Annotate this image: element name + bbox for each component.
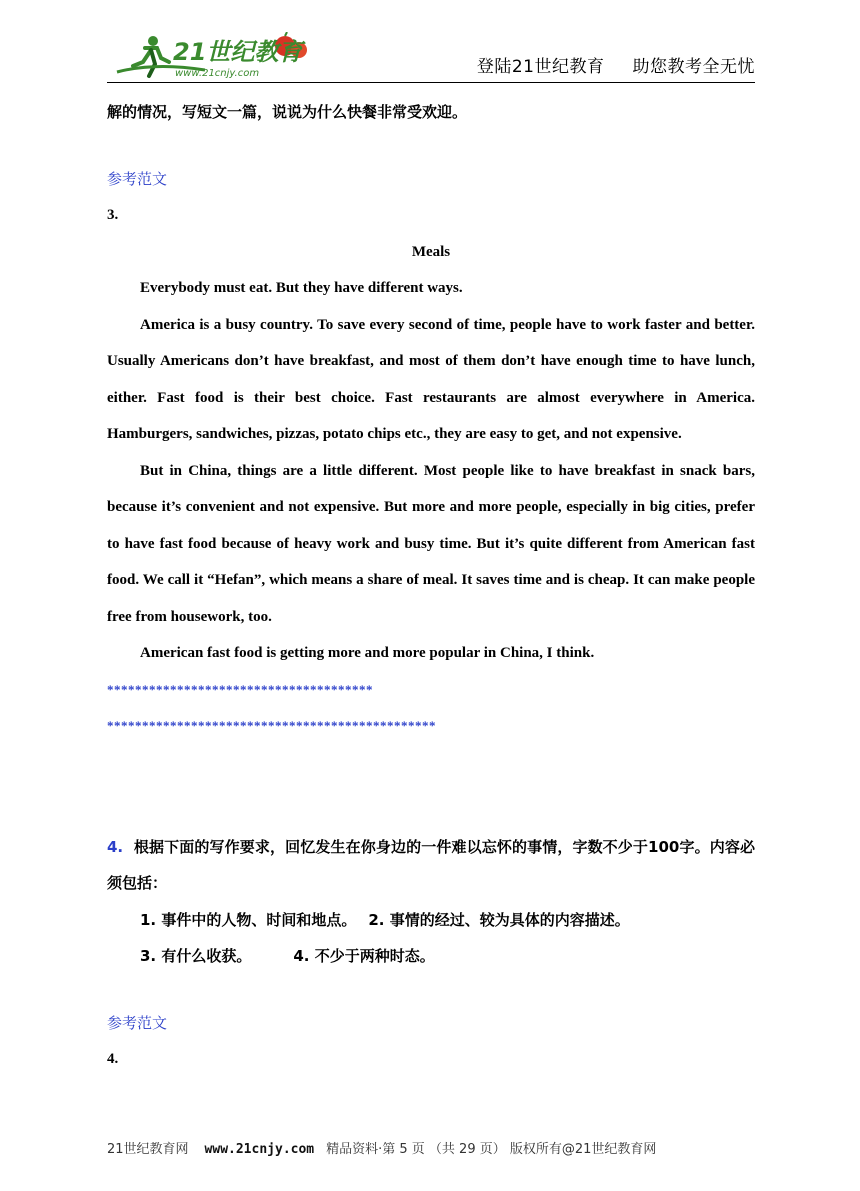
- page-footer: [107, 1138, 755, 1157]
- footer-site: 21世纪教育网: [107, 1142, 189, 1157]
- separator-stars: **************************************: [107, 681, 373, 697]
- reference-label: 参考范文: [107, 169, 168, 188]
- document-body: [107, 94, 755, 1078]
- requirement: 1. 事件中的人物、时间和地点。: [140, 910, 357, 929]
- separator-stars: ***********************************************: [107, 718, 436, 733]
- requirements-row: [107, 902, 755, 939]
- question-number: 4.: [107, 837, 124, 856]
- footer-url[interactable]: www.21cnjy.com: [204, 1142, 315, 1157]
- requirement: 2. 事情的经过、较为具体的内容描述。: [368, 910, 630, 929]
- requirement: 4. 不少于两种时态。: [293, 947, 435, 965]
- question-text: 根据下面的写作要求，回忆发生在你身边的一件难以忘怀的事情，字数不少于100字。内容必须包括：: [107, 837, 755, 892]
- slogan-help: 助您教考全无忧: [632, 57, 755, 77]
- footer-page-info: 精品资料·第 5 页 （共 29 页） 版权所有@21世纪教育网: [326, 1142, 657, 1157]
- item-number: 4.: [107, 1051, 119, 1067]
- item-number: 3.: [107, 207, 119, 223]
- slogan-login: 登陆21世纪教育: [476, 57, 605, 77]
- logo-url: www.21cnjy.com: [175, 68, 260, 79]
- header-slogan: [477, 52, 755, 77]
- question-4: [107, 829, 755, 902]
- requirement: 3. 有什么收获。: [140, 947, 252, 965]
- essay-paragraph: Everybody must eat. But they have different ways.: [140, 280, 463, 296]
- logo-text: 21世纪教育: [173, 38, 303, 66]
- intro-line: 解的情况，写短文一篇，说说为什么快餐非常受欢迎。: [107, 103, 468, 121]
- essay-paragraph: American fast food is getting more and more popular in China, I think.: [140, 645, 595, 661]
- page-header: [107, 28, 755, 83]
- essay-paragraph: America is a busy country. To save every second of time, people have to work faster and better. Usually Americans don’t have breakfast, and most of them don’t have enough time to have lunch, either. Fast food is their best choice. Fast restaurants are almost everywhere in America. Hamburgers, sandwiches, pizzas, potato chips etc., they are easy to get, and not expensive.: [107, 316, 755, 442]
- essay-paragraph: But in China, things are a little different. Most people like to have breakfast in snack bars, because it’s convenient and not expensive. But more and more people, especially in big cities, prefer to have fast food because of heavy work and busy time. But it’s quite different from American fast food. We call it “Hefan”, which means a share of meal. It saves time and is cheap. It can make people free from housework, too.: [107, 462, 755, 625]
- essay-title: Meals: [411, 243, 451, 260]
- reference-label: 参考范文: [107, 1013, 168, 1032]
- requirements-row: [107, 938, 755, 975]
- site-logo: [115, 32, 315, 80]
